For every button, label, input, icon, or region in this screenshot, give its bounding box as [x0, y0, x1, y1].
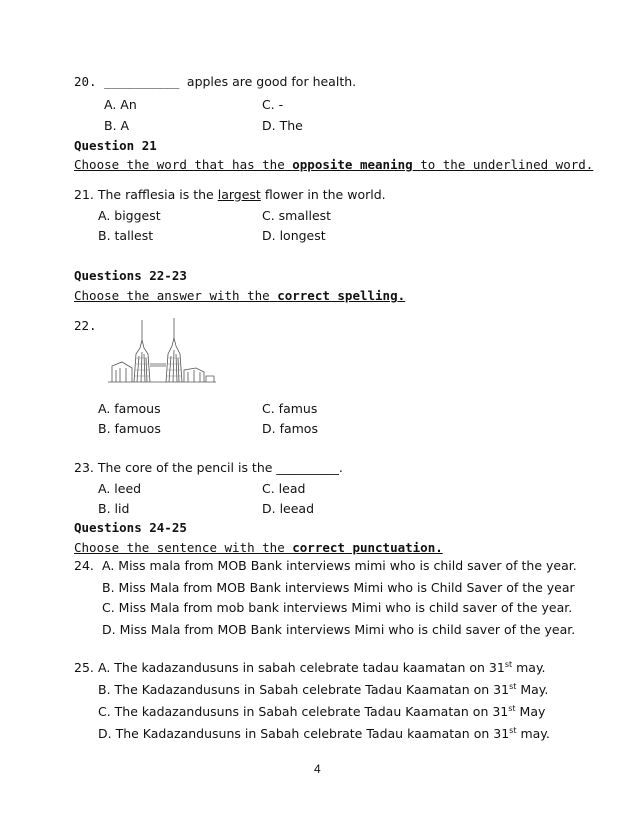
- q23-option-d[interactable]: D. leead: [262, 501, 315, 516]
- q20-stem-text: apples are good for health.: [186, 74, 357, 89]
- q24-option-d[interactable]: D. Miss Mala from MOB Bank interviews Mimi who is child saver of the year.: [102, 622, 576, 637]
- q22-option-d[interactable]: D. famos: [262, 421, 318, 436]
- q20-option-c[interactable]: C. -: [262, 97, 284, 112]
- q22-instruction-pre: Choose the answer with the: [74, 288, 270, 303]
- q21-stem-post: flower in the world.: [264, 187, 386, 202]
- q21-section-title: Question 21: [74, 138, 157, 153]
- q24-instruction-pre: Choose the sentence with the: [74, 540, 285, 555]
- twin-towers-illustration: [106, 318, 218, 384]
- q24-option-b[interactable]: B. Miss Mala from MOB Bank interviews Mimi who is Child Saver of the year: [102, 580, 575, 595]
- q25-option-a-ordinal: st: [504, 659, 513, 669]
- q25-option-b[interactable]: [98, 682, 548, 698]
- q22-section-title: Questions 22-23: [74, 268, 187, 283]
- q21-instruction-bold: opposite meaning: [292, 157, 413, 172]
- q21-stem-pre: 21. The rafflesia is the: [74, 187, 214, 202]
- q24-option-c[interactable]: C. Miss Mala from mob bank interviews Mimi who is child saver of the year.: [102, 600, 573, 615]
- q25-number: 25.: [74, 660, 94, 675]
- q22-number: 22.: [74, 318, 97, 333]
- q20-blank: __________: [104, 74, 180, 89]
- q25-option-d-ordinal: st: [509, 725, 517, 735]
- q25-option-c-ordinal: st: [508, 703, 516, 713]
- q24-section-title: Questions 24-25: [74, 520, 187, 535]
- q25-option-d[interactable]: [98, 726, 550, 742]
- q25-option-c-text: C. The kadazandusuns in Sabah celebrate Tadau Kaamatan on 31: [98, 704, 509, 719]
- q22-option-c[interactable]: C. famus: [262, 401, 318, 416]
- q22-instruction: [74, 288, 405, 304]
- q22-option-b[interactable]: B. famuos: [98, 421, 161, 436]
- q21-underlined-word: largest: [217, 187, 261, 202]
- q21-instruction: [74, 157, 593, 173]
- q25-option-d-text: D. The Kadazandusuns in Sabah celebrate Tadau kaamatan on 31: [98, 726, 510, 741]
- q24-number: 24.: [74, 558, 94, 573]
- q21-option-a[interactable]: A. biggest: [98, 208, 161, 223]
- q21-stem: [74, 187, 386, 203]
- q21-option-b[interactable]: B. tallest: [98, 228, 154, 243]
- q25-option-a-text: A. The kadazandusuns in sabah celebrate tadau kaamatan on 31: [98, 660, 505, 675]
- q25-option-d-end: may.: [520, 726, 550, 741]
- q24-instruction-bold: correct punctuation.: [292, 540, 443, 555]
- q20-number: 20.: [74, 74, 97, 89]
- q23-option-a[interactable]: A. leed: [98, 481, 142, 496]
- q22-instruction-bold: correct spelling.: [277, 288, 406, 303]
- q25-option-a[interactable]: [98, 660, 546, 676]
- q23-stem: 23. The core of the pencil is the __________.: [74, 460, 343, 475]
- q23-option-c[interactable]: C. lead: [262, 481, 306, 496]
- q25-option-c-end: May: [519, 704, 546, 719]
- q21-option-c[interactable]: C. smallest: [262, 208, 332, 223]
- q21-instruction-post: to the underlined word.: [420, 157, 594, 172]
- q20-option-d[interactable]: D. The: [262, 118, 303, 133]
- q25-option-a-end: may.: [516, 660, 546, 675]
- q25-option-b-end: May.: [520, 682, 549, 697]
- q22-option-a[interactable]: A. famous: [98, 401, 161, 416]
- q20-option-a[interactable]: A. An: [104, 97, 137, 112]
- q25-option-b-ordinal: st: [509, 681, 517, 691]
- q25-option-b-text: B. The Kadazandusuns in Sabah celebrate Tadau Kaamatan on 31: [98, 682, 510, 697]
- q21-instruction-pre: Choose the word that has the: [74, 157, 285, 172]
- q20-stem: [74, 74, 356, 90]
- q24-option-a[interactable]: A. Miss mala from MOB Bank interviews mimi who is child saver of the year.: [102, 558, 577, 573]
- q24-instruction: [74, 540, 443, 556]
- q21-option-d[interactable]: D. longest: [262, 228, 326, 243]
- q23-option-b[interactable]: B. lid: [98, 501, 130, 516]
- q20-option-b[interactable]: B. A: [104, 118, 130, 133]
- q25-option-c[interactable]: [98, 704, 545, 720]
- page-number: 4: [314, 762, 321, 776]
